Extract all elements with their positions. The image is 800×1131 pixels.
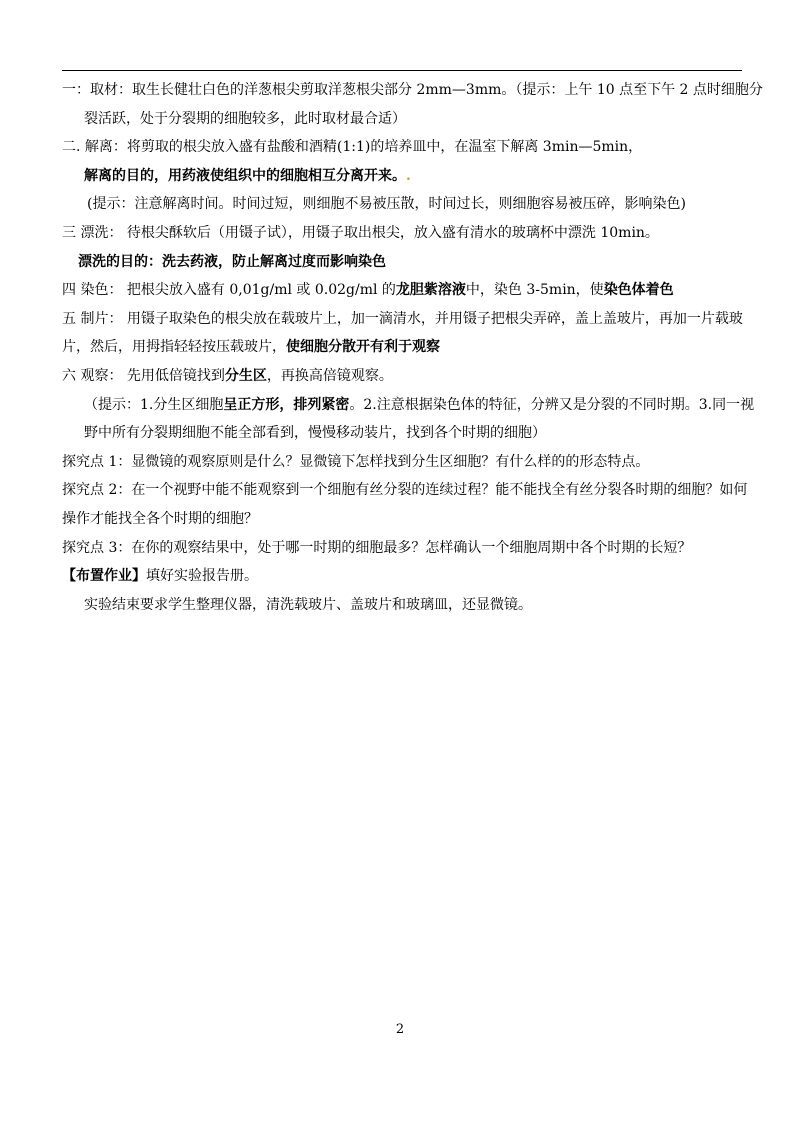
explore-point-2-line-1: 探究点 2：在一个视野中能不能观察到一个细胞有丝分裂的连续过程？能不能找全有丝分裂各时期的细胞？如何 xyxy=(62,482,748,499)
step-6-tip-a: （提示：1.分生区细胞 xyxy=(84,396,224,413)
step-2-purpose xyxy=(62,162,744,191)
step-6-tip-square: 呈正方形 xyxy=(223,396,280,413)
step-2-tip: (提示：注意解离时间。时间过短，则细胞不易被压散，时间过长，则细胞容易被压碎，影响染色) xyxy=(87,196,686,213)
page-number: 2 xyxy=(395,1022,405,1037)
homework-tag: 【布置作业】 xyxy=(62,568,146,585)
explore-point-1: 探究点 1：显微镜的观察原则是什么？显微镜下怎样找到分生区细胞？有什么样的的形态特点。 xyxy=(62,453,650,470)
step-3-line-1: 三 漂洗： 待根尖酥软后（用镊子试），用镊子取出根尖，放入盛有清水的玻璃杯中漂洗 10min。 xyxy=(62,224,659,241)
step-6-tip-comma: ， xyxy=(279,396,294,413)
step-6-post: ，再换高倍镜观察。 xyxy=(266,367,393,384)
step-4-line xyxy=(62,276,744,305)
step-6-tip-line-2: 野中所有分裂期细胞不能全部看到，慢慢移动装片，找到各个时期的细胞） xyxy=(84,425,546,442)
explore-point-2-line-2: 操作才能找全各个时期的细胞？ xyxy=(62,510,258,527)
step-6-line-1 xyxy=(62,362,744,391)
step-1-line-2: 裂活跃，处于分裂期的细胞较多，此时取材最合适） xyxy=(84,110,406,127)
step-2-purpose-text: 解离的目的，用药液使组织中的细胞相互分离开来。 xyxy=(84,167,406,184)
step-3-purpose: 漂洗的目的：洗去药液，防止解离过度而影响染色 xyxy=(78,253,386,270)
highlight-dot: . xyxy=(406,167,411,184)
step-5-line-2-bold: 使细胞分散开有利于观察 xyxy=(286,339,440,356)
step-4-goal: 染色体着色 xyxy=(603,282,674,299)
step-5-line-2-pre: 片，然后，用拇指轻轻按压载玻片， xyxy=(62,339,286,356)
step-6-tip-line-1 xyxy=(62,391,755,420)
header-rule xyxy=(62,70,742,71)
ending-note: 实验结束要求学生整理仪器，清洗载玻片、盖玻片和玻璃皿，还显微镜。 xyxy=(84,596,532,613)
homework-line xyxy=(62,562,744,591)
step-4-mid: 中，染色 3-5min，使 xyxy=(465,282,604,299)
step-1-line-1: 一：取材：取生长健壮白色的洋葱根尖剪取洋葱根尖部分 2mm—3mm。（提示：上午 10 点至下午 2 点时细胞分 xyxy=(62,82,763,98)
step-6-zone: 分生区 xyxy=(224,367,267,384)
step-6-pre: 六 观察： 先用低倍镜找到 xyxy=(62,367,225,384)
step-2-line-1: 二. 解离：将剪取的根尖放入盛有盐酸和酒精(1:1)的培养皿中，在温室下解离 3min—5min， xyxy=(62,139,643,156)
step-6-tip-d: 。2.注意根据染色体的特征，分辨又是分裂的不同时期。3.同一视 xyxy=(349,396,755,413)
step-6-tip-dense: 排列紧密 xyxy=(293,396,350,413)
explore-point-3: 探究点 3：在你的观察结果中，处于哪一时期的细胞最多？怎样确认一个细胞周期中各个时期的长短？ xyxy=(62,539,692,556)
step-4-dye: 龙胆紫溶液 xyxy=(395,282,466,299)
step-5-line-1: 五 制片： 用镊子取染色的根尖放在载玻片上，加一滴清水，并用镊子把根尖弄碎，盖上盖玻片，再加一片载玻 xyxy=(62,310,743,327)
step-4-pre: 四 染色： 把根尖放入盛有 0,01g/ml 或 0.02g/ml 的 xyxy=(62,282,396,299)
homework-text: 填好实验报告册。 xyxy=(146,568,258,585)
step-5-line-2 xyxy=(62,333,744,362)
document-body xyxy=(62,76,763,619)
